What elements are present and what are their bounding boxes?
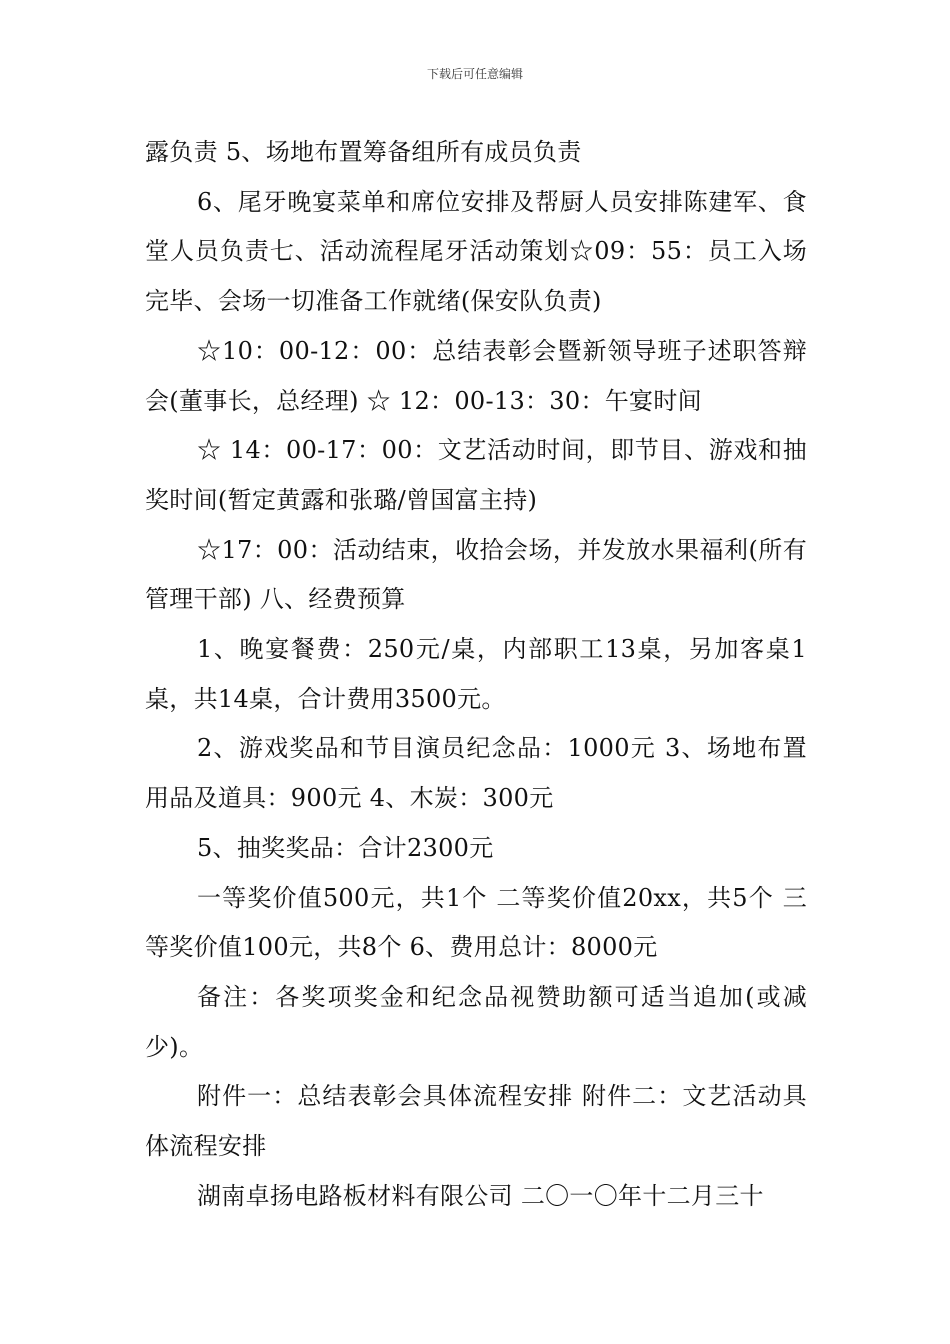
paragraph-10: 备注：各奖项奖金和纪念品视赞助额可适当追加(或减少)。: [145, 982, 807, 1061]
paragraph-11: 附件一：总结表彰会具体流程安排 附件二：文艺活动具体流程安排: [145, 1082, 807, 1161]
paragraph-5: ☆17：00：活动结束，收拾会场，并发放水果福利(所有管理干部) 八、经费预算: [145, 535, 807, 614]
paragraph-2: 6、尾牙晚宴菜单和席位安排及帮厨人员安排陈建军、食堂人员负责七、活动流程尾牙活动策划☆09：55：员工入场完毕、会场一切准备工作就绪(保安队负责): [145, 187, 807, 316]
document-body: [145, 128, 807, 1221]
paragraph-12: 湖南卓扬电路板材料有限公司 二〇一〇年十二月三十: [197, 1181, 764, 1210]
paragraph-4: ☆ 14：00-17：00：文艺活动时间，即节目、游戏和抽奖时间(暂定黄露和张璐/曾国富主持): [145, 436, 807, 514]
paragraph-6: 1、晚宴餐费：250元/桌，内部职工13桌，另加客桌1桌，共14桌，合计费用3500元。: [145, 635, 807, 713]
paragraph-8: 5、抽奖奖品：合计2300元: [197, 833, 494, 862]
paragraph-1: 露负责 5、场地布置筹备组所有成员负责: [145, 138, 582, 166]
paragraph-9: 一等奖价值500元，共1个 二等奖价值20xx，共5个 三等奖价值100元，共8个 6、费用总计：8000元: [145, 883, 807, 962]
paragraph-3: ☆10：00-12：00：总结表彰会暨新领导班子述职答辩会(董事长，总经理) ☆ 12：00-13：30：午宴时间: [145, 336, 807, 415]
paragraph-7: 2、游戏奖品和节目演员纪念品：1000元 3、场地布置用品及道具：900元 4、木炭：300元: [145, 734, 807, 813]
page-header: 下载后可任意编辑: [426, 67, 523, 81]
